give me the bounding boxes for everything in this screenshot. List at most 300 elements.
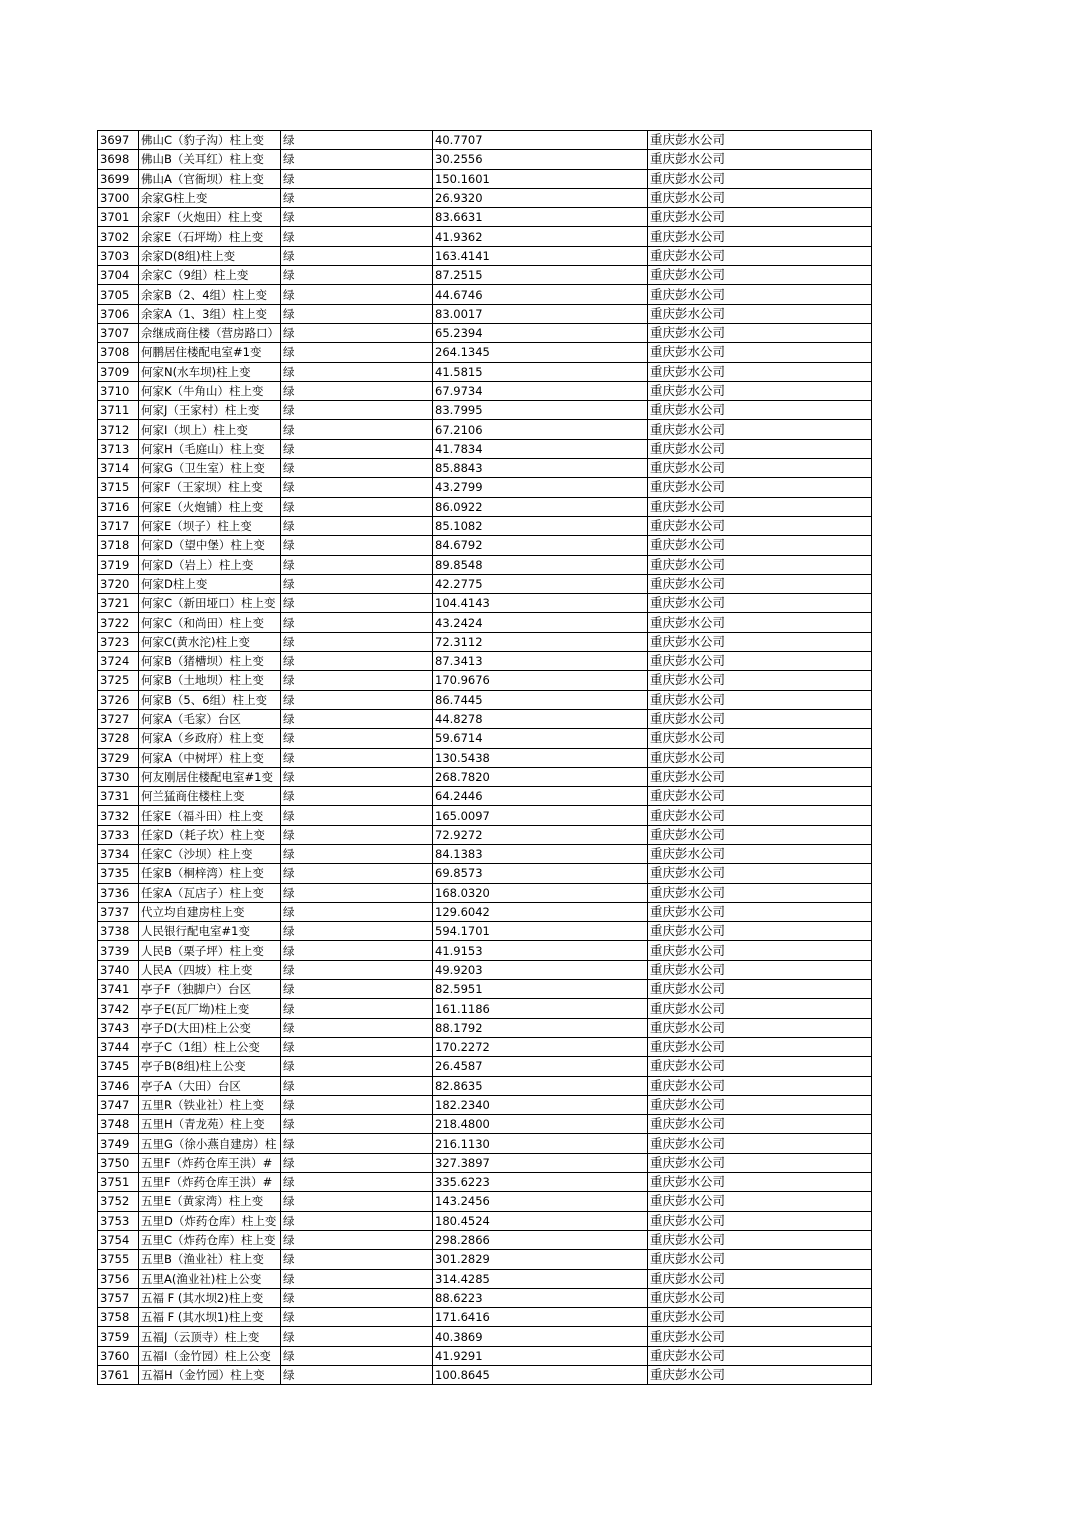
row-id-cell: 3743 xyxy=(98,1018,139,1037)
row-id-cell: 3713 xyxy=(98,439,139,458)
status-cell: 绿 xyxy=(281,748,433,767)
row-id-cell: 3709 xyxy=(98,362,139,381)
value-cell: 84.6792 xyxy=(433,536,648,555)
company-cell: 重庆彭水公司 xyxy=(648,574,872,593)
table-row xyxy=(98,999,872,1018)
table-row xyxy=(98,497,872,516)
status-cell: 绿 xyxy=(281,652,433,671)
value-cell: 298.2866 xyxy=(433,1230,648,1249)
table-row xyxy=(98,227,872,246)
status-cell: 绿 xyxy=(281,516,433,535)
company-cell: 重庆彭水公司 xyxy=(648,266,872,285)
station-name-cell: 任家A（瓦店子）柱上变 xyxy=(139,883,281,902)
row-id-cell: 3732 xyxy=(98,806,139,825)
table-row xyxy=(98,1173,872,1192)
table-row xyxy=(98,1115,872,1134)
value-cell: 64.2446 xyxy=(433,787,648,806)
station-name-cell: 余家G柱上变 xyxy=(139,188,281,207)
table-row xyxy=(98,1308,872,1327)
value-cell: 84.1383 xyxy=(433,844,648,863)
station-name-cell: 五里D（炸药仓库）柱上变 xyxy=(139,1211,281,1230)
row-id-cell: 3761 xyxy=(98,1366,139,1385)
status-cell: 绿 xyxy=(281,150,433,169)
station-name-cell: 何家K（牛角山）柱上变 xyxy=(139,381,281,400)
table-row xyxy=(98,1230,872,1249)
status-cell: 绿 xyxy=(281,844,433,863)
station-name-cell: 何家D（岩上）柱上变 xyxy=(139,555,281,574)
status-cell: 绿 xyxy=(281,864,433,883)
status-cell: 绿 xyxy=(281,1057,433,1076)
table-row xyxy=(98,1211,872,1230)
status-cell: 绿 xyxy=(281,613,433,632)
table-row xyxy=(98,613,872,632)
table-row xyxy=(98,767,872,786)
row-id-cell: 3757 xyxy=(98,1288,139,1307)
table-row xyxy=(98,420,872,439)
row-id-cell: 3716 xyxy=(98,497,139,516)
value-cell: 49.9203 xyxy=(433,960,648,979)
company-cell: 重庆彭水公司 xyxy=(648,709,872,728)
row-id-cell: 3719 xyxy=(98,555,139,574)
station-name-cell: 何友刚居住楼配电室#1变 xyxy=(139,767,281,786)
value-cell: 264.1345 xyxy=(433,343,648,362)
station-name-cell: 佘继成商住楼（营房路口） xyxy=(139,323,281,342)
station-name-cell: 何家E（火炮铺）柱上变 xyxy=(139,497,281,516)
status-cell: 绿 xyxy=(281,420,433,439)
company-cell: 重庆彭水公司 xyxy=(648,169,872,188)
row-id-cell: 3711 xyxy=(98,401,139,420)
row-id-cell: 3755 xyxy=(98,1250,139,1269)
value-cell: 85.1082 xyxy=(433,516,648,535)
row-id-cell: 3703 xyxy=(98,246,139,265)
table-row xyxy=(98,902,872,921)
value-cell: 182.2340 xyxy=(433,1095,648,1114)
status-cell: 绿 xyxy=(281,1288,433,1307)
company-cell: 重庆彭水公司 xyxy=(648,729,872,748)
row-id-cell: 3737 xyxy=(98,902,139,921)
row-id-cell: 3697 xyxy=(98,131,139,150)
value-cell: 26.4587 xyxy=(433,1057,648,1076)
value-cell: 67.9734 xyxy=(433,381,648,400)
station-name-cell: 五里B（渔业社）柱上变 xyxy=(139,1250,281,1269)
status-cell: 绿 xyxy=(281,188,433,207)
company-cell: 重庆彭水公司 xyxy=(648,1230,872,1249)
value-cell: 85.8843 xyxy=(433,459,648,478)
value-cell: 65.2394 xyxy=(433,323,648,342)
table-row xyxy=(98,787,872,806)
status-cell: 绿 xyxy=(281,323,433,342)
table-row xyxy=(98,1250,872,1269)
status-cell: 绿 xyxy=(281,1076,433,1095)
station-name-cell: 何鹏居住楼配电室#1变 xyxy=(139,343,281,362)
status-cell: 绿 xyxy=(281,439,433,458)
station-name-cell: 何家B（5、6组）柱上变 xyxy=(139,690,281,709)
status-cell: 绿 xyxy=(281,960,433,979)
company-cell: 重庆彭水公司 xyxy=(648,188,872,207)
table-row xyxy=(98,825,872,844)
value-cell: 87.2515 xyxy=(433,266,648,285)
row-id-cell: 3752 xyxy=(98,1192,139,1211)
value-cell: 44.6746 xyxy=(433,285,648,304)
company-cell: 重庆彭水公司 xyxy=(648,787,872,806)
value-cell: 268.7820 xyxy=(433,767,648,786)
status-cell: 绿 xyxy=(281,574,433,593)
row-id-cell: 3725 xyxy=(98,671,139,690)
value-cell: 41.5815 xyxy=(433,362,648,381)
row-id-cell: 3760 xyxy=(98,1346,139,1365)
status-cell: 绿 xyxy=(281,999,433,1018)
company-cell: 重庆彭水公司 xyxy=(648,478,872,497)
company-cell: 重庆彭水公司 xyxy=(648,922,872,941)
row-id-cell: 3702 xyxy=(98,227,139,246)
table-row xyxy=(98,1037,872,1056)
table-row xyxy=(98,1153,872,1172)
status-cell: 绿 xyxy=(281,169,433,188)
value-cell: 82.8635 xyxy=(433,1076,648,1095)
company-cell: 重庆彭水公司 xyxy=(648,208,872,227)
station-name-cell: 亭子A（大田）台区 xyxy=(139,1076,281,1095)
company-cell: 重庆彭水公司 xyxy=(648,516,872,535)
station-name-cell: 五福H（金竹园）柱上变 xyxy=(139,1366,281,1385)
company-cell: 重庆彭水公司 xyxy=(648,227,872,246)
value-cell: 335.6223 xyxy=(433,1173,648,1192)
company-cell: 重庆彭水公司 xyxy=(648,304,872,323)
row-id-cell: 3734 xyxy=(98,844,139,863)
station-name-cell: 何家B（土地坝）柱上变 xyxy=(139,671,281,690)
status-cell: 绿 xyxy=(281,285,433,304)
row-id-cell: 3747 xyxy=(98,1095,139,1114)
station-name-cell: 何家A（中树坪）柱上变 xyxy=(139,748,281,767)
row-id-cell: 3718 xyxy=(98,536,139,555)
row-id-cell: 3704 xyxy=(98,266,139,285)
table-row xyxy=(98,883,872,902)
value-cell: 82.5951 xyxy=(433,980,648,999)
row-id-cell: 3705 xyxy=(98,285,139,304)
company-cell: 重庆彭水公司 xyxy=(648,1192,872,1211)
company-cell: 重庆彭水公司 xyxy=(648,883,872,902)
status-cell: 绿 xyxy=(281,362,433,381)
station-name-cell: 何家A（毛家）台区 xyxy=(139,709,281,728)
company-cell: 重庆彭水公司 xyxy=(648,1308,872,1327)
company-cell: 重庆彭水公司 xyxy=(648,1366,872,1385)
table-row xyxy=(98,131,872,150)
status-cell: 绿 xyxy=(281,497,433,516)
station-name-cell: 亭子F（独脚户）台区 xyxy=(139,980,281,999)
value-cell: 26.9320 xyxy=(433,188,648,207)
table-row xyxy=(98,594,872,613)
value-cell: 30.2556 xyxy=(433,150,648,169)
row-id-cell: 3741 xyxy=(98,980,139,999)
status-cell: 绿 xyxy=(281,1250,433,1269)
value-cell: 100.8645 xyxy=(433,1366,648,1385)
value-cell: 83.6631 xyxy=(433,208,648,227)
company-cell: 重庆彭水公司 xyxy=(648,980,872,999)
value-cell: 41.9153 xyxy=(433,941,648,960)
station-name-cell: 五里G（徐小燕自建房）柱 xyxy=(139,1134,281,1153)
company-cell: 重庆彭水公司 xyxy=(648,362,872,381)
company-cell: 重庆彭水公司 xyxy=(648,844,872,863)
value-cell: 104.4143 xyxy=(433,594,648,613)
status-cell: 绿 xyxy=(281,922,433,941)
table-row xyxy=(98,864,872,883)
status-cell: 绿 xyxy=(281,632,433,651)
station-name-cell: 亭子E(瓦厂坳)柱上变 xyxy=(139,999,281,1018)
row-id-cell: 3730 xyxy=(98,767,139,786)
table-row xyxy=(98,381,872,400)
value-cell: 143.2456 xyxy=(433,1192,648,1211)
station-name-cell: 五里R（铁业社）柱上变 xyxy=(139,1095,281,1114)
table-row xyxy=(98,323,872,342)
row-id-cell: 3731 xyxy=(98,787,139,806)
status-cell: 绿 xyxy=(281,825,433,844)
table-row xyxy=(98,555,872,574)
row-id-cell: 3708 xyxy=(98,343,139,362)
status-cell: 绿 xyxy=(281,1173,433,1192)
row-id-cell: 3714 xyxy=(98,459,139,478)
status-cell: 绿 xyxy=(281,266,433,285)
company-cell: 重庆彭水公司 xyxy=(648,1327,872,1346)
row-id-cell: 3712 xyxy=(98,420,139,439)
table-row xyxy=(98,516,872,535)
table-row xyxy=(98,459,872,478)
status-cell: 绿 xyxy=(281,478,433,497)
station-name-cell: 何家D柱上变 xyxy=(139,574,281,593)
station-name-cell: 人民银行配电室#1变 xyxy=(139,922,281,941)
status-cell: 绿 xyxy=(281,1115,433,1134)
value-cell: 165.0097 xyxy=(433,806,648,825)
table-row xyxy=(98,1327,872,1346)
value-cell: 86.7445 xyxy=(433,690,648,709)
station-name-cell: 五福I（金竹园）柱上公变 xyxy=(139,1346,281,1365)
table-row xyxy=(98,709,872,728)
status-cell: 绿 xyxy=(281,709,433,728)
station-name-cell: 何家F（王家坝）柱上变 xyxy=(139,478,281,497)
station-name-cell: 五里F（炸药仓库王洪）# xyxy=(139,1173,281,1192)
station-name-cell: 余家B（2、4组）柱上变 xyxy=(139,285,281,304)
company-cell: 重庆彭水公司 xyxy=(648,459,872,478)
value-cell: 168.0320 xyxy=(433,883,648,902)
status-cell: 绿 xyxy=(281,729,433,748)
station-name-cell: 何兰猛商住楼柱上变 xyxy=(139,787,281,806)
station-name-cell: 何家C（和尚田）柱上变 xyxy=(139,613,281,632)
table-row xyxy=(98,150,872,169)
table-row xyxy=(98,574,872,593)
value-cell: 171.6416 xyxy=(433,1308,648,1327)
status-cell: 绿 xyxy=(281,690,433,709)
company-cell: 重庆彭水公司 xyxy=(648,1211,872,1230)
row-id-cell: 3728 xyxy=(98,729,139,748)
status-cell: 绿 xyxy=(281,1153,433,1172)
value-cell: 170.2272 xyxy=(433,1037,648,1056)
station-name-cell: 何家I（坝上）柱上变 xyxy=(139,420,281,439)
station-name-cell: 余家E（石坪坳）柱上变 xyxy=(139,227,281,246)
row-id-cell: 3723 xyxy=(98,632,139,651)
status-cell: 绿 xyxy=(281,1018,433,1037)
table-row xyxy=(98,806,872,825)
table-row xyxy=(98,401,872,420)
value-cell: 42.2775 xyxy=(433,574,648,593)
table-row xyxy=(98,1018,872,1037)
row-id-cell: 3710 xyxy=(98,381,139,400)
row-id-cell: 3724 xyxy=(98,652,139,671)
status-cell: 绿 xyxy=(281,227,433,246)
row-id-cell: 3721 xyxy=(98,594,139,613)
row-id-cell: 3707 xyxy=(98,323,139,342)
station-name-cell: 何家J（王家村）柱上变 xyxy=(139,401,281,420)
station-name-cell: 佛山A（官衙坝）柱上变 xyxy=(139,169,281,188)
company-cell: 重庆彭水公司 xyxy=(648,825,872,844)
value-cell: 44.8278 xyxy=(433,709,648,728)
station-name-cell: 佛山B（关耳红）柱上变 xyxy=(139,150,281,169)
value-cell: 89.8548 xyxy=(433,555,648,574)
company-cell: 重庆彭水公司 xyxy=(648,613,872,632)
status-cell: 绿 xyxy=(281,246,433,265)
status-cell: 绿 xyxy=(281,343,433,362)
value-cell: 180.4524 xyxy=(433,1211,648,1230)
row-id-cell: 3745 xyxy=(98,1057,139,1076)
row-id-cell: 3751 xyxy=(98,1173,139,1192)
value-cell: 161.1186 xyxy=(433,999,648,1018)
value-cell: 216.1130 xyxy=(433,1134,648,1153)
table-row xyxy=(98,941,872,960)
value-cell: 594.1701 xyxy=(433,922,648,941)
station-name-cell: 任家C（沙坝）柱上变 xyxy=(139,844,281,863)
table-row xyxy=(98,1192,872,1211)
status-cell: 绿 xyxy=(281,304,433,323)
table-row xyxy=(98,536,872,555)
company-cell: 重庆彭水公司 xyxy=(648,555,872,574)
company-cell: 重庆彭水公司 xyxy=(648,1288,872,1307)
station-name-cell: 任家E（福斗田）柱上变 xyxy=(139,806,281,825)
station-name-cell: 余家F（火炮田）柱上变 xyxy=(139,208,281,227)
company-cell: 重庆彭水公司 xyxy=(648,1076,872,1095)
company-cell: 重庆彭水公司 xyxy=(648,343,872,362)
station-name-cell: 五里F（炸药仓库王洪）# xyxy=(139,1153,281,1172)
value-cell: 43.2424 xyxy=(433,613,648,632)
table-row xyxy=(98,266,872,285)
station-name-cell: 亭子C（1组）柱上公变 xyxy=(139,1037,281,1056)
value-cell: 43.2799 xyxy=(433,478,648,497)
table-row xyxy=(98,362,872,381)
table-row xyxy=(98,671,872,690)
value-cell: 88.1792 xyxy=(433,1018,648,1037)
value-cell: 129.6042 xyxy=(433,902,648,921)
table-row xyxy=(98,729,872,748)
company-cell: 重庆彭水公司 xyxy=(648,1269,872,1288)
company-cell: 重庆彭水公司 xyxy=(648,1134,872,1153)
value-cell: 72.3112 xyxy=(433,632,648,651)
table-row xyxy=(98,844,872,863)
row-id-cell: 3748 xyxy=(98,1115,139,1134)
company-cell: 重庆彭水公司 xyxy=(648,1095,872,1114)
station-name-cell: 何家B（猪槽坝）柱上变 xyxy=(139,652,281,671)
status-cell: 绿 xyxy=(281,1230,433,1249)
station-name-cell: 五里E（黄家湾）柱上变 xyxy=(139,1192,281,1211)
table-row xyxy=(98,439,872,458)
table-row xyxy=(98,1346,872,1365)
company-cell: 重庆彭水公司 xyxy=(648,1037,872,1056)
table-body xyxy=(98,131,872,1385)
row-id-cell: 3742 xyxy=(98,999,139,1018)
row-id-cell: 3715 xyxy=(98,478,139,497)
company-cell: 重庆彭水公司 xyxy=(648,690,872,709)
status-cell: 绿 xyxy=(281,1134,433,1153)
status-cell: 绿 xyxy=(281,1346,433,1365)
table-row xyxy=(98,632,872,651)
table-row xyxy=(98,169,872,188)
table-row xyxy=(98,690,872,709)
company-cell: 重庆彭水公司 xyxy=(648,999,872,1018)
company-cell: 重庆彭水公司 xyxy=(648,941,872,960)
value-cell: 86.0922 xyxy=(433,497,648,516)
table-row xyxy=(98,1095,872,1114)
row-id-cell: 3754 xyxy=(98,1230,139,1249)
station-name-cell: 五福J（云顶寺）柱上变 xyxy=(139,1327,281,1346)
row-id-cell: 3735 xyxy=(98,864,139,883)
value-cell: 69.8573 xyxy=(433,864,648,883)
value-cell: 41.7834 xyxy=(433,439,648,458)
station-name-cell: 人民A（四坡）柱上变 xyxy=(139,960,281,979)
station-name-cell: 五福 F (其水坝1)柱上变 xyxy=(139,1308,281,1327)
value-cell: 314.4285 xyxy=(433,1269,648,1288)
company-cell: 重庆彭水公司 xyxy=(648,767,872,786)
status-cell: 绿 xyxy=(281,131,433,150)
value-cell: 41.9291 xyxy=(433,1346,648,1365)
table-row xyxy=(98,285,872,304)
value-cell: 40.7707 xyxy=(433,131,648,150)
company-cell: 重庆彭水公司 xyxy=(648,1153,872,1172)
table-row xyxy=(98,748,872,767)
table-row xyxy=(98,343,872,362)
value-cell: 59.6714 xyxy=(433,729,648,748)
station-name-cell: 人民B（栗子坪）柱上变 xyxy=(139,941,281,960)
value-cell: 130.5438 xyxy=(433,748,648,767)
station-name-cell: 何家E（坝子）柱上变 xyxy=(139,516,281,535)
station-name-cell: 代立均自建房柱上变 xyxy=(139,902,281,921)
table-row xyxy=(98,478,872,497)
company-cell: 重庆彭水公司 xyxy=(648,401,872,420)
company-cell: 重庆彭水公司 xyxy=(648,1115,872,1134)
company-cell: 重庆彭水公司 xyxy=(648,285,872,304)
status-cell: 绿 xyxy=(281,594,433,613)
station-name-cell: 何家N(水车坝)柱上变 xyxy=(139,362,281,381)
value-cell: 218.4800 xyxy=(433,1115,648,1134)
row-id-cell: 3753 xyxy=(98,1211,139,1230)
company-cell: 重庆彭水公司 xyxy=(648,323,872,342)
status-cell: 绿 xyxy=(281,208,433,227)
company-cell: 重庆彭水公司 xyxy=(648,1346,872,1365)
status-cell: 绿 xyxy=(281,381,433,400)
row-id-cell: 3758 xyxy=(98,1308,139,1327)
value-cell: 83.0017 xyxy=(433,304,648,323)
status-cell: 绿 xyxy=(281,555,433,574)
status-cell: 绿 xyxy=(281,1327,433,1346)
company-cell: 重庆彭水公司 xyxy=(648,652,872,671)
status-cell: 绿 xyxy=(281,459,433,478)
station-name-cell: 任家B（桐梓湾）柱上变 xyxy=(139,864,281,883)
company-cell: 重庆彭水公司 xyxy=(648,671,872,690)
table-row xyxy=(98,980,872,999)
status-cell: 绿 xyxy=(281,1269,433,1288)
company-cell: 重庆彭水公司 xyxy=(648,150,872,169)
row-id-cell: 3756 xyxy=(98,1269,139,1288)
data-table xyxy=(97,130,872,1385)
station-name-cell: 任家D（耗子坎）柱上变 xyxy=(139,825,281,844)
table-row xyxy=(98,1134,872,1153)
value-cell: 301.2829 xyxy=(433,1250,648,1269)
status-cell: 绿 xyxy=(281,787,433,806)
table-row xyxy=(98,652,872,671)
